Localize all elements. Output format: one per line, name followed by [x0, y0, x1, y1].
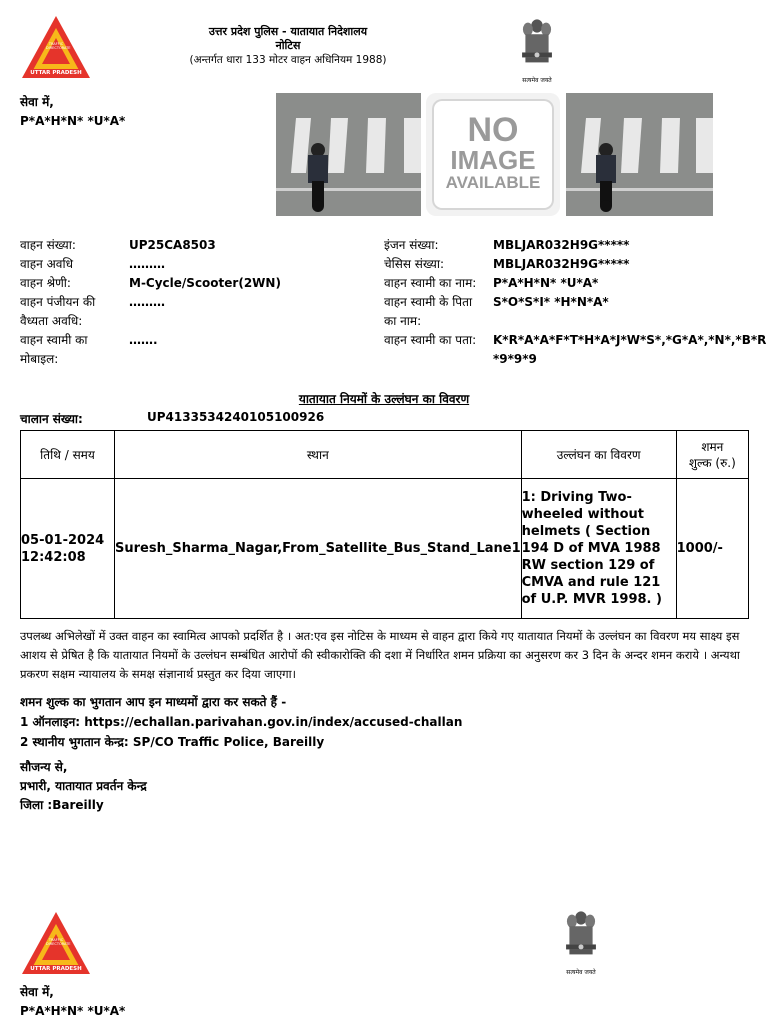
- traffic-logo: [20, 14, 92, 84]
- registration-validity-value: ………: [129, 295, 165, 309]
- vehicle-number-value: UP25CA8503: [129, 238, 216, 252]
- logo-bottom-text-2: UTTAR PRADESH: [30, 966, 82, 972]
- col-fine-line-2: शुल्क (रु.): [688, 455, 736, 470]
- challan-label: चालान संख्या:: [20, 412, 83, 426]
- logo-top-text-2: TRAFFIC DIRECTORATE: [46, 938, 71, 946]
- engine-number-label: इंजन संख्या:: [384, 238, 439, 252]
- act-subtitle: (अन्तर्गत धारा 133 मोटर वाहन अधिनियम 1988): [189, 54, 387, 66]
- owner-mobile-label-2: मोबाइल:: [20, 352, 59, 366]
- engine-number-value: MBLJAR032H9G*****: [493, 238, 630, 252]
- col-place: स्थान: [115, 431, 522, 479]
- col-description: उल्लंघन का विवरण: [521, 431, 676, 479]
- violation-date: 05-01-2024: [21, 532, 105, 548]
- violation-time: 12:42:08: [21, 549, 86, 565]
- owner-name-value: P*A*H*N* *U*A*: [493, 276, 599, 290]
- violation-section-title: यातायात नियमों के उल्लंघन का विवरण: [298, 392, 470, 406]
- registration-validity-label-2: वैध्यता अवधि:: [20, 314, 83, 328]
- cell-description: 1: Driving Two-wheeled without helmets ( Section 194 D of MVA 1988 RW section 129 of CMVA and rule 121 of U.P. MVR 1998. ): [521, 479, 676, 619]
- owner-address-value: [493, 331, 768, 369]
- chassis-number-value: MBLJAR032H9G*****: [493, 257, 630, 271]
- owner-mobile-label-1: वाहन स्वामी का: [20, 333, 88, 347]
- owner-address-label: वाहन स्वामी का पता:: [384, 333, 477, 347]
- national-emblem-2: [557, 908, 605, 978]
- no-image-placeholder: [426, 93, 560, 216]
- owner-name-label: वाहन स्वामी का नाम:: [384, 276, 477, 290]
- notice-title: नोटिस: [275, 39, 301, 52]
- logo-bottom-text: UTTAR PRADESH: [30, 70, 82, 76]
- signoff-designation: प्रभारी, यातायात प्रवर्तन केन्द्र: [20, 779, 147, 793]
- no-image-text-3: AVAILABLE: [445, 173, 541, 192]
- col-fine: [676, 431, 748, 479]
- signoff-courtesy: सौजन्य से,: [20, 760, 68, 774]
- vehicle-period-value: ………: [129, 257, 165, 271]
- owner-mobile-value: …….: [129, 333, 158, 347]
- notice-body-paragraph: उपलब्ध अभिलेखों में उक्त वाहन का स्वामित्व आपको प्रदर्शित है । अत:एव इस नोटिस के माध्यम से वाहन द्वारा किये गए यातायात नियमों के उल्लंघन का विवरण मय साक्ष्य इस आशय से प्रेषित है कि यातायात नियमों के उल्लंघन सम्बंधित आरोपों की स्वीकारोक्ति की दशा में निर्धारित शमन प्रक्रिया का अनुसरण कर 3 दिन के अन्दर शमन कराये । अन्यथा प्रकरण सक्षम न्यायालय के समक्ष संज्ञानार्थ प्रस्तुत कर दिया जाएगा।: [20, 629, 740, 681]
- owner-mobile-label: [20, 331, 88, 369]
- payment-online[interactable]: 1 ऑनलाइन: https://echallan.parivahan.gov.in/index/accused-challan: [20, 715, 463, 729]
- cell-fine: 1000/-: [676, 479, 748, 619]
- vehicle-category-value: M-Cycle/Scooter(2WN): [129, 276, 281, 290]
- challan-number: UP4133534240105100926: [147, 410, 325, 424]
- registration-validity-label: [20, 293, 95, 331]
- vehicle-category-label: वाहन श्रेणी:: [20, 276, 71, 290]
- table-row: [21, 479, 749, 619]
- owner-father-label-1: वाहन स्वामी के पिता: [384, 295, 473, 309]
- payment-local: 2 स्थानीय भुगतान केन्द्र: SP/CO Traffic Police, Bareilly: [20, 735, 325, 749]
- vehicle-number-label: वाहन संख्या:: [20, 238, 76, 252]
- owner-father-label: [384, 293, 472, 331]
- logo-top-text: TRAFFIC DIRECTORATE: [46, 42, 71, 50]
- dept-title: उत्तर प्रदेश पुलिस - यातायात निदेशालय: [208, 25, 368, 38]
- payment-heading: शमन शुल्क का भुगतान आप इन माध्यमों द्वारा कर सकते हैं -: [20, 695, 287, 709]
- violation-table: [20, 430, 749, 619]
- registration-validity-label-1: वाहन पंजीयन की: [20, 295, 96, 309]
- chassis-number-label: चेसिस संख्या:: [384, 257, 445, 271]
- recipient-name-2: P*A*H*N* *U*A*: [20, 1004, 126, 1018]
- evidence-photo-2: [566, 93, 713, 216]
- evidence-photo-1: [276, 93, 421, 216]
- cell-datetime: [21, 479, 115, 619]
- owner-father-value: S*O*S*I* *H*N*A*: [493, 295, 609, 309]
- emblem-motto: सत्यमेव जयते: [522, 77, 552, 84]
- owner-address-line-1: K*R*A*A*F*T*H*A*J*W*S*,*G*A*,*N*,*B*R: [493, 333, 767, 347]
- salutation: सेवा में,: [20, 95, 54, 109]
- col-fine-line-1: शमन: [701, 439, 724, 454]
- salutation-2: सेवा में,: [20, 985, 54, 999]
- table-header-row: [21, 431, 749, 479]
- no-image-text-2: IMAGE: [450, 145, 536, 175]
- no-image-text-1: NO: [467, 111, 519, 149]
- vehicle-period-label: वाहन अवधि: [20, 257, 73, 271]
- national-emblem: [513, 16, 561, 86]
- col-datetime: तिथि / समय: [21, 431, 115, 479]
- signoff-district: जिला :Bareilly: [20, 798, 104, 812]
- owner-father-label-2: का नाम:: [384, 314, 422, 328]
- traffic-logo-2: [20, 910, 92, 980]
- recipient-name: P*A*H*N* *U*A*: [20, 114, 126, 128]
- cell-place: Suresh_Sharma_Nagar,From_Satellite_Bus_Stand_Lane1: [115, 479, 522, 619]
- emblem-motto-2: सत्यमेव जयते: [566, 969, 596, 976]
- owner-address-line-2: *9*9*9: [493, 352, 537, 366]
